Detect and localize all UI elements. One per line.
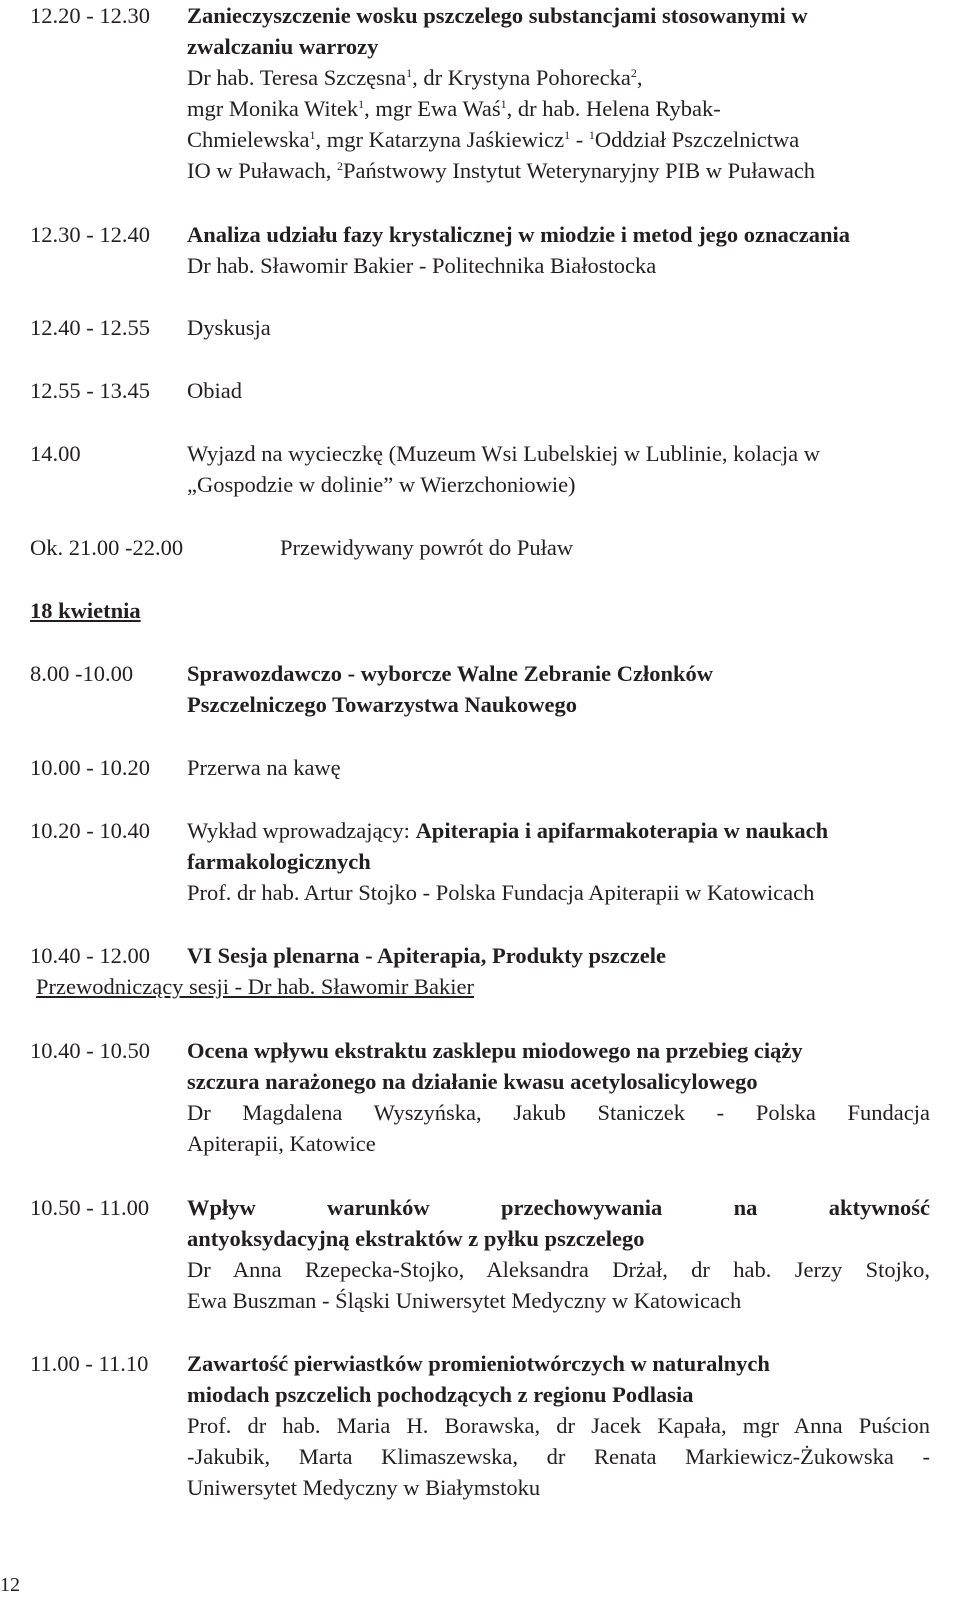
entry-authors: Prof. dr hab. Artur Stojko - Polska Fundacja Apiterapii w Katowicach xyxy=(187,880,815,905)
entry-time: 10.00 - 10.20 xyxy=(30,755,150,780)
entry-time: 14.00 xyxy=(30,441,81,466)
entry-authors: Uniwersytet Medyczny w Białymstoku xyxy=(187,1475,541,1500)
entry-authors: Dr hab. Teresa Szczęsna$^1$, dr Krystyna Pohorecka$^2$, xyxy=(187,65,643,90)
entry-title: miodach pszczelich pochodzących z regionu Podlasia xyxy=(187,1382,694,1407)
entry-text: Wyjazd na wycieczkę (Muzeum Wsi Lubelskiej w Lublinie, kolacja w xyxy=(187,441,821,466)
entry-title: Analiza udziału fazy krystalicznej w miodzie i metod jego oznaczania xyxy=(187,222,851,247)
entry-title: Wykład wprowadzający: Apiterapia i apifarmakoterapia w naukach xyxy=(187,818,829,843)
entry-text: „Gospodzie w dolinie” w Wierzchoniowie) xyxy=(187,472,576,497)
entry-time: 11.00 - 11.10 xyxy=(30,1351,149,1376)
entry-title: Zanieczyszczenie wosku pszczelego substancjami stosowanymi w xyxy=(187,3,808,28)
session-chair: Przewodniczący sesji - Dr hab. Sławomir Bakier xyxy=(36,974,474,999)
entry-text: Dyskusja xyxy=(187,315,271,340)
program-entry xyxy=(30,1348,930,1503)
program-entry xyxy=(30,752,930,783)
program-entry xyxy=(30,1192,930,1316)
entry-title: farmakologicznych xyxy=(187,849,371,874)
entry-title: antyoksydacyjną ekstraktów z pyłku pszczelego xyxy=(187,1226,645,1251)
entry-time: 10.50 - 11.00 xyxy=(30,1195,150,1220)
entry-time: Ok. 21.00 -22.00 xyxy=(30,535,184,560)
program-entry xyxy=(30,1035,930,1159)
entry-title: Sprawozdawczo - wyborcze Walne Zebranie Członków xyxy=(187,661,714,686)
entry-authors: -Jakubik, Marta Klimaszewska, dr Renata Markiewicz-Żukowska - xyxy=(187,1444,930,1469)
program-entry xyxy=(30,658,930,720)
entry-time: 12.40 - 12.55 xyxy=(30,315,150,340)
entry-time: 12.30 - 12.40 xyxy=(30,222,150,247)
entry-text: Przewidywany powrót do Puław xyxy=(280,535,574,560)
entry-content xyxy=(187,0,930,186)
day-heading: 18 kwietnia xyxy=(30,598,141,623)
entry-title: Ocena wpływu ekstraktu zasklepu miodowego na przebieg ciąży xyxy=(187,1038,803,1063)
entry-text: Przerwa na kawę xyxy=(187,755,341,780)
session-heading xyxy=(30,940,930,971)
entry-time: 10.40 - 10.50 xyxy=(30,1038,150,1063)
entry-title: Wpływ warunków przechowywania na aktywność xyxy=(187,1195,930,1220)
program-entry xyxy=(30,0,930,186)
entry-authors: Dr hab. Sławomir Bakier - Politechnika Białostocka xyxy=(187,253,657,278)
entry-time: 10.20 - 10.40 xyxy=(30,818,150,843)
program-entry xyxy=(30,532,930,563)
entry-title: szczura narażonego na działanie kwasu acetylosalicylowego xyxy=(187,1069,758,1094)
entry-title: Zawartość pierwiastków promieniotwórczych w naturalnych xyxy=(187,1351,770,1376)
entry-time: 10.40 - 12.00 xyxy=(30,943,150,968)
entry-time: 12.55 - 13.45 xyxy=(30,378,150,403)
program-entry xyxy=(30,312,930,343)
program-entry xyxy=(30,375,930,406)
entry-authors: Prof. dr hab. Maria H. Borawska, dr Jacek Kapała, mgr Anna Puścion xyxy=(187,1413,930,1438)
entry-title: Pszczelniczego Towarzystwa Naukowego xyxy=(187,692,577,717)
entry-title: zwalczaniu warrozy xyxy=(187,34,379,59)
entry-authors: Apiterapii, Katowice xyxy=(187,1131,376,1156)
entry-authors: Dr Anna Rzepecka-Stojko, Aleksandra Drżał, dr hab. Jerzy Stojko, xyxy=(187,1257,930,1282)
page-number: 12 xyxy=(0,1574,20,1596)
entry-authors: Dr Magdalena Wyszyńska, Jakub Staniczek - Polska Fundacja xyxy=(187,1100,930,1125)
entry-authors: Ewa Buszman - Śląski Uniwersytet Medyczny w Katowicach xyxy=(187,1288,742,1313)
entry-affiliation: IO w Puławach, $^2$Państwowy Instytut Weterynaryjny PIB w Puławach xyxy=(187,158,816,183)
program-entry xyxy=(30,219,930,281)
session-title: VI Sesja plenarna - Apiterapia, Produkty pszczele xyxy=(187,943,666,968)
entry-time: 12.20 - 12.30 xyxy=(30,3,150,28)
program-entry xyxy=(30,438,930,500)
entry-authors: mgr Monika Witek$^1$, mgr Ewa Waś$^1$, dr hab. Helena Rybak- xyxy=(187,96,721,121)
entry-authors: Chmielewska$^1$, mgr Katarzyna Jaśkiewicz$^1$ - $^1$Oddział Pszczelnictwa xyxy=(187,127,800,152)
program-entry xyxy=(30,815,930,908)
entry-text: Obiad xyxy=(187,378,242,403)
entry-time: 8.00 -10.00 xyxy=(30,661,134,686)
